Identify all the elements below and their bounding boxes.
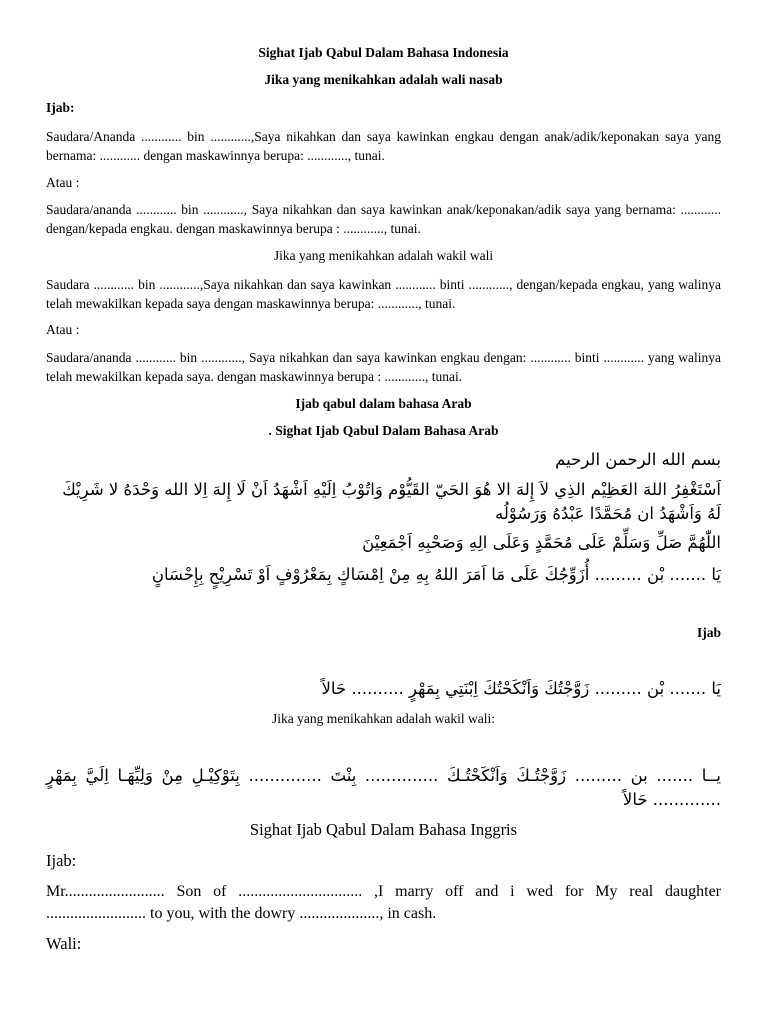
ijab-right-label: Ijab (696, 625, 721, 640)
ijab-label: Ijab: (46, 100, 75, 115)
paragraph-ijab-4: Saudara/ananda ............ bin ............, Saya nikahkan dan saya kawinkan engkau dengan: ............ binti ............ yang walinya telah mewakilkan kepada saya. dengan maskawinnya berupa : ............, tunai. (46, 350, 721, 384)
title-indonesia: Sighat Ijab Qabul Dalam Bahasa Indonesia (258, 45, 509, 60)
arabic-ijab-wakil: يــا ....... بن ......... زَوَّجْتُـكَ وَاَنْكَحْتُـكَ .............. بِنْتَ .............. بِتَوْكِيْـلِ مِنْ وَلِيِّهَـا اِلَيَّ بِمَهْرٍ ............. حَالاً (46, 766, 721, 809)
subtitle-arab: . Sighat Ijab Qabul Dalam Bahasa Arab (268, 423, 499, 438)
paragraph-ijab-1: Saudara/Ananda ............ bin ............,Saya nikahkan dan saya kawinkan engkau dengan anak/adik/keponakan saya yang bernama: ............ dengan maskawinnya berupa: ............, tunai. (46, 129, 721, 163)
arabic-nasihat: يَا ....... بْن ......... أُزَوِّجُكَ عَلَى مَا اَمَرَ اللهُ بِهِ مِنْ اِمْسَاكٍ بِمَعْرُوْفٍ اَوْ تَسْرِيْحٍ بِإِحْسَانٍ (151, 565, 721, 584)
arabic-shalawat: اللّٰهُمَّ صَلِّ وَسَلِّمْ عَلَى مُحَمَّدٍ وَعَلَى الِهِ وَصَحْبِهِ اَجْمَعِيْنَ (362, 533, 721, 552)
atau-label-1: Atau : (46, 175, 80, 190)
title-inggris: Sighat Ijab Qabul Dalam Bahasa Inggris (249, 820, 518, 839)
arabic-ijab-nasab: يَا ....... بْن ......... زَوَّجْتُكَ وَاَنْكَحْتُكَ اِبْنَتِي بِمَهْرٍ .......... حَالاً (321, 679, 721, 698)
paragraph-ijab-2: Saudara/ananda ............ bin ............, Saya nikahkan dan saya kawinkan anak/keponakan/adik saya yang bernama: ............ dengan/kepada engkau. dengan maskawinnya berupa : ............, tunai. (46, 202, 721, 236)
wali-label-en: Wali: (46, 934, 82, 953)
arabic-basmala: بسم الله الرحمن الرحيم (555, 450, 721, 469)
arabic-istighfar: اَسْتَغْفِرُ اللهَ العَظِيْم الذِي لاَ إِلهَ الا هُوَ الحَيّ القَيُّوْم وَاتُوْبُ اِلَيْهِ اَشْهَدُ اَنْ لَا إِلهَ اِلا الله وَحْدَهُ لا شَرِيْكَ لَهُ وَاَشْهَدُ ان مُحَمَّدًا عَبْدُهُ وَرَسُوْلُه (62, 480, 721, 523)
subtitle-wali-nasab: Jika yang menikahkan adalah wali nasab (264, 72, 503, 87)
ijab-label-en: Ijab: (46, 851, 77, 870)
paragraph-ijab-3: Saudara ............ bin ............,Saya nikahkan dan saya kawinkan ............ binti ............, dengan/kepada engkau, yang walinya telah mewakilkan kepada saya dengan maskawinnya berupa: ............, tunai. (46, 277, 721, 311)
paragraph-ijab-en: Mr......................... Son of ............................... ,I marry off and i wed for My real daughter ......................... to you, with the dowry ...................., in cash. (46, 883, 721, 922)
subtitle-wakil-wali-2: Jika yang menikahkan adalah wakil wali: (271, 711, 496, 726)
title-arab: Ijab qabul dalam bahasa Arab (295, 396, 472, 411)
atau-label-2: Atau : (46, 322, 80, 337)
subtitle-wakil-wali: Jika yang menikahkan adalah wakil wali (273, 248, 494, 263)
